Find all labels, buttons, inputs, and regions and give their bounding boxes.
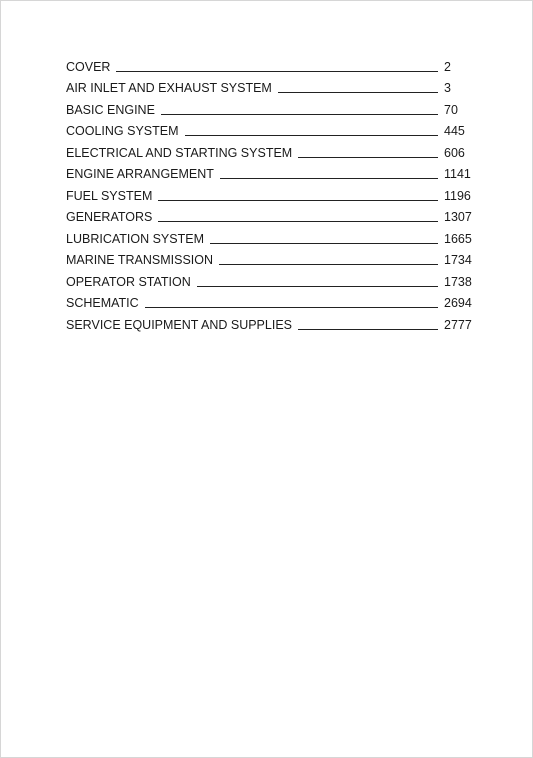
toc-leader-line bbox=[298, 157, 438, 158]
toc-entry-lubrication-system[interactable] bbox=[66, 225, 476, 247]
toc-entry-title: GENERATORS bbox=[66, 210, 153, 224]
toc-entry-generators[interactable] bbox=[66, 204, 476, 226]
toc-entry-cover[interactable] bbox=[66, 53, 476, 75]
toc-leader-line bbox=[185, 135, 438, 136]
toc-entry-engine-arrangement[interactable] bbox=[66, 161, 476, 183]
toc-leader-line bbox=[116, 71, 438, 72]
toc-entry-title: MARINE TRANSMISSION bbox=[66, 253, 214, 267]
toc-entry-title: ENGINE ARRANGEMENT bbox=[66, 167, 214, 181]
toc-entry-page: 2694 bbox=[444, 296, 472, 310]
toc-entry-title: BASIC ENGINE bbox=[66, 102, 155, 117]
table-of-contents bbox=[66, 53, 476, 333]
toc-leader-line bbox=[210, 243, 438, 244]
toc-entry-title: COOLING SYSTEM bbox=[66, 124, 179, 138]
toc-entry-page: 1738 bbox=[444, 274, 472, 289]
toc-leader-line bbox=[158, 221, 438, 222]
toc-entry-title: COVER bbox=[66, 59, 111, 74]
toc-entry-page: 1196 bbox=[444, 188, 471, 203]
toc-entry-page: 1141 bbox=[444, 167, 471, 181]
toc-entry-page: 1307 bbox=[444, 210, 472, 224]
toc-entry-schematic[interactable] bbox=[66, 290, 476, 312]
toc-leader-line bbox=[161, 114, 438, 115]
toc-entry-page: 1734 bbox=[444, 253, 472, 267]
toc-entry-title: LUBRICATION SYSTEM bbox=[66, 231, 204, 246]
toc-leader-line bbox=[220, 178, 438, 179]
toc-entry-page: 2 bbox=[444, 59, 451, 74]
toc-leader-line bbox=[219, 264, 438, 265]
toc-entry-electrical-and-starting-system[interactable] bbox=[66, 139, 476, 161]
toc-entry-title: AIR INLET AND EXHAUST SYSTEM bbox=[66, 81, 272, 95]
toc-entry-page: 606 bbox=[444, 145, 465, 160]
toc-entry-page: 70 bbox=[444, 102, 458, 117]
toc-entry-title: FUEL SYSTEM bbox=[66, 188, 153, 203]
toc-entry-title: SERVICE EQUIPMENT AND SUPPLIES bbox=[66, 317, 292, 332]
toc-entry-fuel-system[interactable] bbox=[66, 182, 476, 204]
toc-entry-marine-transmission[interactable] bbox=[66, 247, 476, 269]
toc-leader-line bbox=[298, 329, 438, 330]
toc-entry-page: 445 bbox=[444, 124, 465, 138]
toc-entry-page: 3 bbox=[444, 81, 451, 95]
toc-leader-line bbox=[145, 307, 438, 308]
toc-entry-cooling-system[interactable] bbox=[66, 118, 476, 140]
toc-entry-title: ELECTRICAL AND STARTING SYSTEM bbox=[66, 145, 293, 160]
toc-entry-air-inlet-and-exhaust-system[interactable] bbox=[66, 75, 476, 97]
toc-entry-page: 1665 bbox=[444, 231, 472, 246]
toc-entry-operator-station[interactable] bbox=[66, 268, 476, 290]
toc-entry-page: 2777 bbox=[444, 317, 472, 332]
toc-entry-service-equipment-and-supplies[interactable] bbox=[66, 311, 476, 333]
toc-entry-title: OPERATOR STATION bbox=[66, 274, 191, 289]
toc-leader-line bbox=[197, 286, 438, 287]
toc-entry-title: SCHEMATIC bbox=[66, 296, 139, 310]
toc-entry-basic-engine[interactable] bbox=[66, 96, 476, 118]
toc-leader-line bbox=[278, 92, 438, 93]
toc-leader-line bbox=[158, 200, 438, 201]
